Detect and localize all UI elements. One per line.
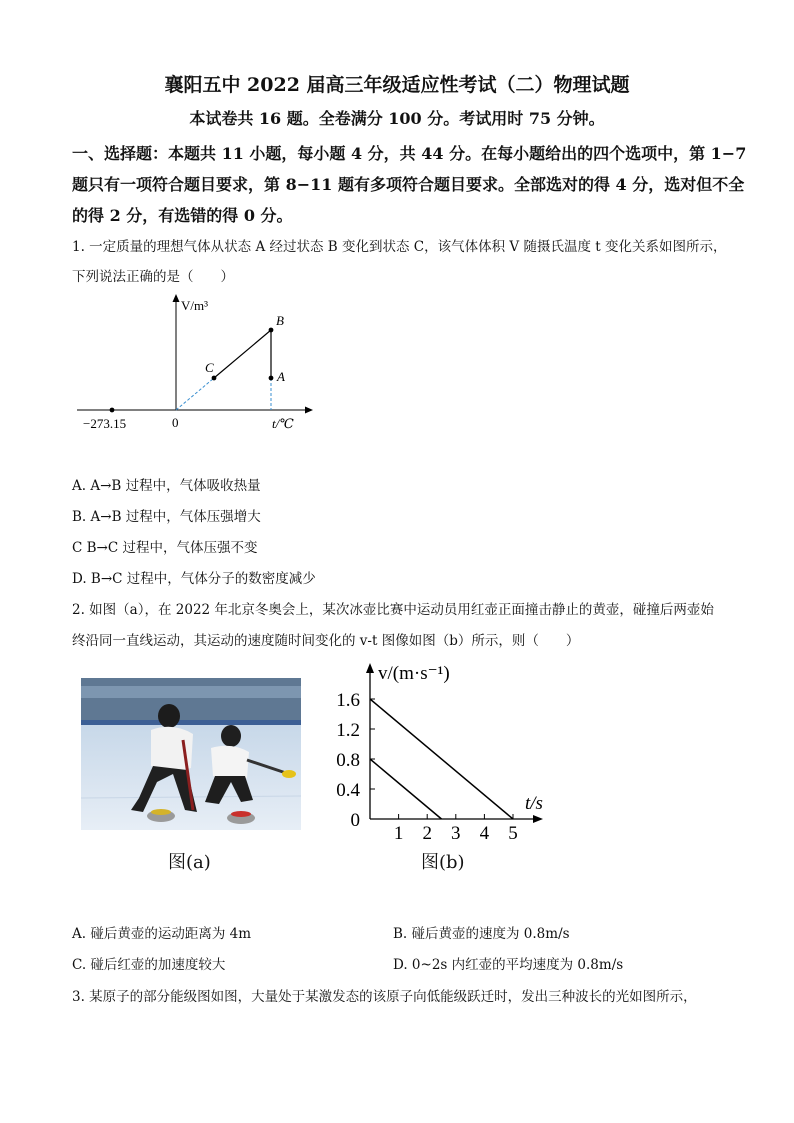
q1-v-axis-arrow bbox=[173, 294, 180, 302]
q1-volume-temperature-figure bbox=[72, 288, 322, 438]
page-title: 襄阳五中 2022 届高三年级适应性考试（二）物理试题 bbox=[164, 74, 630, 96]
vt-x-tick-label: 4 bbox=[479, 823, 490, 840]
curling-photo-illustration bbox=[81, 678, 301, 830]
vt-y-tick-label: 0 bbox=[350, 810, 360, 831]
section-instruction-line-1: 一、选择题：本题共 11 小题，每小题 4 分，共 44 分。在每小题给出的四个选项中，第 1−7 bbox=[72, 144, 747, 163]
question-1-stem-line-2: 下列说法正确的是（ ） bbox=[72, 269, 234, 285]
q1-point-c-label: C bbox=[205, 360, 214, 375]
q2-option-a: A. 碰后黄壶的运动距离为 4m bbox=[72, 926, 252, 942]
vt-y-tick-label: 0.4 bbox=[336, 780, 360, 801]
vt-x-tick-label: 1 bbox=[393, 823, 404, 840]
question-3-stem-line-1: 3. 某原子的部分能级图如图，大量处于某激发态的该原子向低能级跃迁时，发出三种波长的光如图所示， bbox=[72, 989, 697, 1005]
vt-x-tick-label: 3 bbox=[451, 823, 461, 840]
vt-x-tick-label: 5 bbox=[508, 823, 518, 840]
q1-t-axis-arrow bbox=[305, 407, 313, 414]
q1-extension-line-c bbox=[176, 378, 214, 410]
question-1-stem-line-1: 1. 一定质量的理想气体从状态 A 经过状态 B 变化到状态 C，该气体体积 V 随摄氏温度 t 变化关系如图所示， bbox=[72, 239, 727, 255]
q1-option-c: C B→C 过程中，气体压强不变 bbox=[72, 540, 258, 556]
vt-x-axis-label: t/s bbox=[525, 793, 543, 814]
q1-point-a bbox=[269, 376, 274, 381]
section-instruction-line-3: 的得 2 分，有选错的得 0 分。 bbox=[72, 206, 293, 225]
q1-t-axis-label: t/℃ bbox=[272, 416, 294, 431]
q1-option-b: B. A→B 过程中，气体压强增大 bbox=[72, 509, 261, 525]
vt-x-tick-label: 2 bbox=[422, 823, 432, 840]
vt-x-axis-arrow bbox=[533, 815, 543, 823]
q1-option-a: A. A→B 过程中，气体吸收热量 bbox=[72, 478, 261, 494]
vt-series-line-2 bbox=[370, 759, 442, 819]
q1-point-c bbox=[212, 376, 217, 381]
q2-option-c: C. 碰后红壶的加速度较大 bbox=[72, 957, 226, 973]
q1-origin-label: 0 bbox=[172, 415, 179, 430]
vt-y-tick-label: 0.8 bbox=[336, 750, 360, 771]
figure-b-caption: 图(b) bbox=[421, 852, 465, 873]
vt-y-axis-arrow bbox=[366, 663, 374, 673]
q1-line-cb bbox=[214, 330, 271, 378]
vt-y-axis-label: v/(m·s⁻¹) bbox=[378, 663, 450, 684]
q1-point-b bbox=[269, 328, 274, 333]
q1-absolute-zero-label: −273.15 bbox=[83, 416, 127, 431]
q2-option-b: B. 碰后黄壶的速度为 0.8m/s bbox=[393, 926, 570, 942]
vt-y-tick-label: 1.2 bbox=[336, 720, 360, 741]
q1-absolute-zero-point bbox=[110, 408, 115, 413]
q1-point-a-label: A bbox=[277, 369, 285, 384]
exam-info: 本试卷共 16 题。全卷满分 100 分。考试用时 75 分钟。 bbox=[189, 109, 605, 128]
q1-v-axis-label: V/m³ bbox=[181, 298, 209, 313]
q1-point-b-label: B bbox=[276, 313, 284, 328]
question-2-stem-line-2: 终沿同一直线运动，其运动的速度随时间变化的 v-t 图像如图（b）所示，则（ ） bbox=[72, 633, 580, 649]
q2-option-d: D. 0~2s 内红壶的平均速度为 0.8m/s bbox=[393, 957, 624, 973]
figure-a-caption: 图(a) bbox=[168, 852, 211, 873]
vt-series-line-1 bbox=[370, 699, 513, 819]
section-instruction-line-2: 题只有一项符合题目要求，第 8−11 题有多项符合题目要求。全部选对的得 4 分，选对但不全 bbox=[72, 175, 745, 194]
q1-option-d: D. B→C 过程中，气体分子的数密度减少 bbox=[72, 571, 316, 587]
question-2-stem-line-1: 2. 如图（a），在 2022 年北京冬奥会上，某次冰壶比赛中运动员用红壶正面撞击静止的黄壶，碰撞后两壶始 bbox=[72, 602, 714, 618]
curling-photo bbox=[81, 678, 301, 830]
vt-y-tick-label: 1.6 bbox=[336, 690, 360, 711]
q2-vt-chart bbox=[325, 655, 555, 840]
